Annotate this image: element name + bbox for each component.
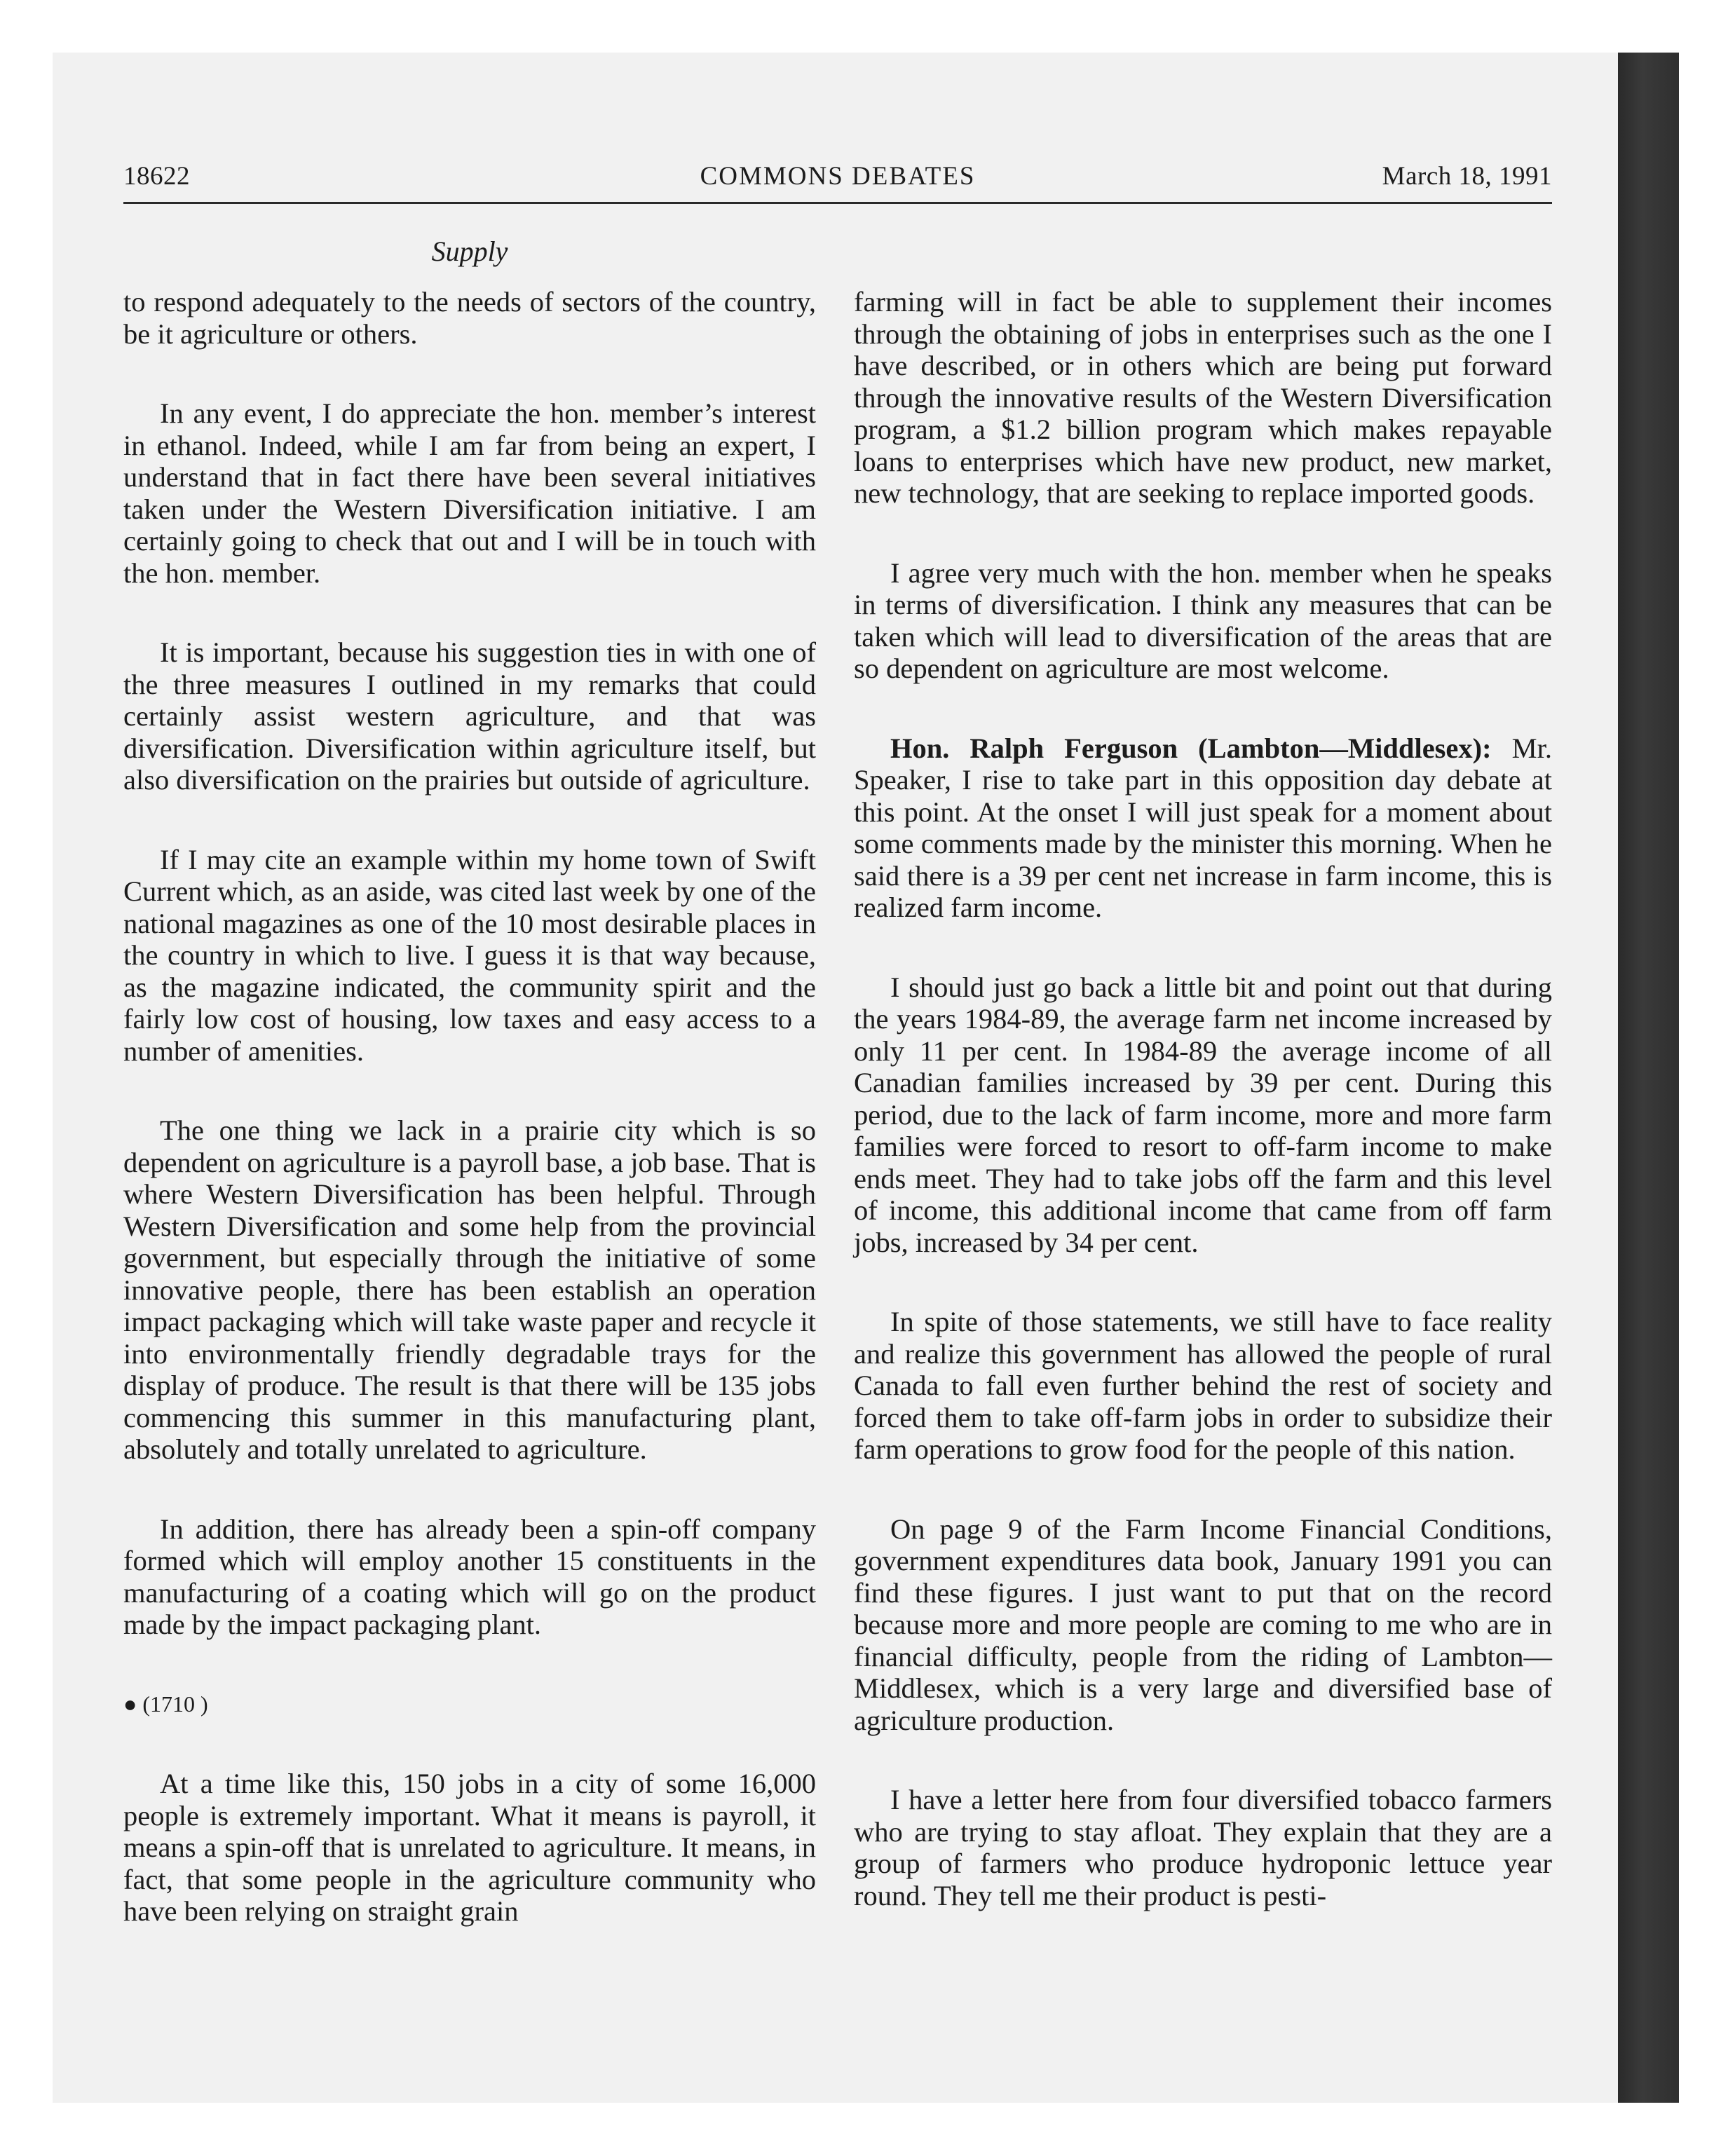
publication-title: COMMONS DEBATES <box>700 162 976 191</box>
paragraph: I have a letter here from four diversified tobacco farmers who are trying to stay afloat. They explain that they are a group of farmers who produce hydroponic lettuce year round. They tell me their product is pesti- <box>854 1784 1552 1911</box>
paragraph: I agree very much with the hon. member when he speaks in terms of diversification. I think any measures that can be taken which will lead to diversification of the areas that are so dependent on agriculture are most welcome. <box>854 557 1552 684</box>
page-number: 18622 <box>123 162 190 191</box>
paragraph: In spite of those statements, we still have to face reality and realize this government has allowed the people of rural Canada to fall even further behind the rest of society and forced them to take off-farm jobs in order to subsidize their farm operations to grow food for the people of this nation. <box>854 1306 1552 1465</box>
speaker-name: Hon. Ralph Ferguson (Lambton—Middlesex): <box>890 732 1492 764</box>
left-column <box>123 286 816 1975</box>
speaker-paragraph <box>854 732 1552 924</box>
paragraph: At a time like this, 150 jobs in a city of some 16,000 people is extremely important. What it means is payroll, it means a spin-off that is unrelated to agriculture. It means, in fact, that some people in the agriculture community who have been relying on straight grain <box>123 1768 816 1927</box>
speaker-text: Mr. Speaker, I rise to take part in this opposition day debate at this point. At the onset I will just speak for a moment about some comments made by the minister this morning. When he said there is a 39 per cent net increase in farm income, this is realized farm income. <box>854 732 1553 923</box>
paragraph: to respond adequately to the needs of sectors of the country, be it agriculture or others. <box>123 286 816 350</box>
time-marker: ● (1710 ) <box>123 1691 208 1717</box>
paragraph: In addition, there has already been a spin-off company formed which will employ another 15 constituents in the manufacturing of a coating which will go on the product made by the impact packaging plant. <box>123 1513 816 1640</box>
header-rule <box>123 202 1552 204</box>
paragraph: I should just go back a little bit and point out that during the years 1984-89, the average farm net income increased by only 11 per cent. In 1984-89 the average income of all Canadian families increased by 39 per cent. During this period, due to the lack of farm income, more and more farm families were forced to resort to off-farm income to make ends meet. They had to take jobs off the farm and this level of income, this additional income that came from off farm jobs, increased by 34 per cent. <box>854 971 1552 1258</box>
paragraph: farming will in fact be able to supplement their incomes through the obtaining of jobs in enterprises such as the one I have described, or in others which are being put forward through the innovative results of the Western Diversification program, a $1.2 billion program which makes repayable loans to enterprises which have new product, new market, new technology, that are seeking to replace imported goods. <box>854 286 1552 509</box>
paragraph: It is important, because his suggestion ties in with one of the three measures I outlined in my remarks that could certainly assist western agriculture, and that was diversification. Diversification within agriculture itself, but also diversification on the prairies but outside of agriculture. <box>123 636 816 796</box>
page-date: March 18, 1991 <box>1382 162 1552 191</box>
section-label: Supply <box>431 236 508 267</box>
paragraph: In any event, I do appreciate the hon. member’s interest in ethanol. Indeed, while I am far from being an expert, I understand that in fact there have been several initiatives taken under the Western Diversification initiative. I am certainly going to check that out and I will be in touch with the hon. member. <box>123 397 816 589</box>
page-header <box>123 161 1552 200</box>
paragraph: On page 9 of the Farm Income Financial Conditions, government expenditures data book, January 1991 you can find these figures. I just want to put that on the record because more and more people are coming to me who are in financial difficulty, people from the riding of Lambton—Middlesex, which is a very large and diversified base of agriculture production. <box>854 1513 1552 1736</box>
right-column <box>854 286 1552 1959</box>
paragraph: The one thing we lack in a prairie city which is so dependent on agriculture is a payroll base, a job base. That is where Western Diversification has been helpful. Through Western Diversification and some help from the provincial government, but especially through the initiative of some innovative people, there has been establish an operation impact packaging which will take waste paper and recycle it into environmentally friendly degradable trays for the display of produce. The result is that there will be 135 jobs commencing this summer in this manufacturing plant, absolutely and totally unrelated to agriculture. <box>123 1114 816 1465</box>
paragraph: If I may cite an example within my home town of Swift Current which, as an aside, was cited last week by one of the national magazines as one of the 10 most desirable places in the country in which to live. I guess it is that way because, as the magazine indicated, the community spirit and the fairly low cost of housing, low taxes and easy access to a number of amenities. <box>123 843 816 1067</box>
